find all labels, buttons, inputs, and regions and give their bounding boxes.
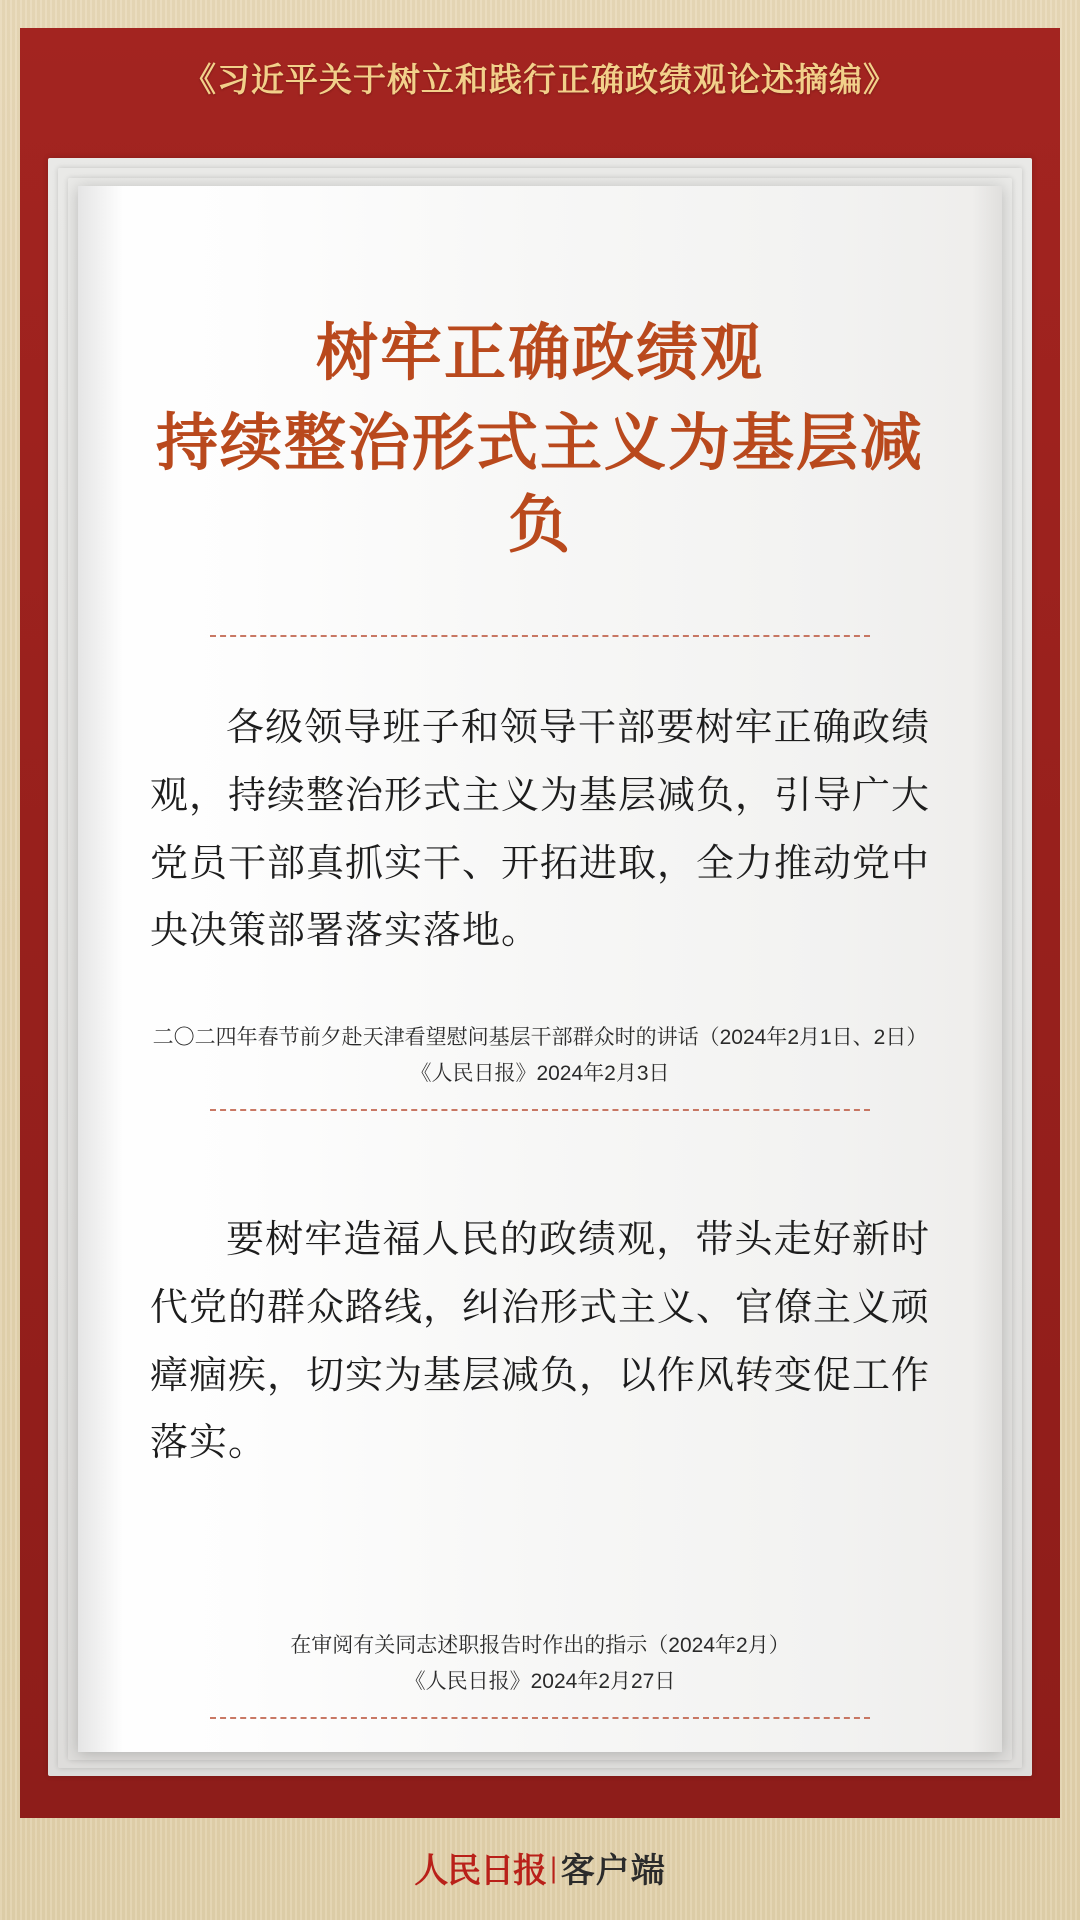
divider-bottom bbox=[210, 1717, 870, 1719]
app-logo-separator: | bbox=[550, 1850, 557, 1884]
quote-source-1-line-1: 二〇二四年春节前夕赴天津看望慰问基层干部群众时的讲话（2024年2月1日、2日） bbox=[152, 1025, 928, 1049]
quote-source-2-line-1: 在审阅有关同志述职报告时作出的指示（2024年2月） bbox=[290, 1633, 790, 1657]
quote-source-1 bbox=[136, 1020, 944, 1091]
quote-source-2 bbox=[136, 1628, 944, 1699]
app-logo-brand: 人民日报 bbox=[414, 1853, 547, 1890]
divider-middle bbox=[210, 1109, 870, 1111]
content-page bbox=[78, 186, 1002, 1752]
quote-text-1: 各级领导班子和领导干部要树牢正确政绩观，持续整治形式主义为基层减负，引导广大党员干部真抓实干、开拓进取，全力推动党中央决策部署落实落地。 bbox=[150, 707, 931, 953]
red-frame bbox=[20, 28, 1060, 1818]
divider-top bbox=[210, 635, 870, 637]
book-page-stack bbox=[38, 136, 1042, 1798]
quote-source-2-line-2: 《人民日报》2024年2月27日 bbox=[404, 1669, 676, 1693]
page-content bbox=[78, 314, 1002, 1719]
headline bbox=[136, 314, 944, 567]
app-logo bbox=[414, 1843, 666, 1892]
footer bbox=[0, 1843, 1080, 1892]
page-title: 《习近平关于树立和践行正确政绩观论述摘编》 bbox=[183, 62, 897, 99]
headline-line-1: 树牢正确政绩观 bbox=[315, 320, 764, 388]
app-logo-client: 客户端 bbox=[560, 1853, 666, 1890]
headline-line-2: 持续整治形式主义为基层减负 bbox=[155, 409, 924, 560]
quote-text-2: 要树牢造福人民的政绩观，带头走好新时代党的群众路线，纠治形式主义、官僚主义顽瘴痼疾，切实为基层减负，以作风转变促工作落实。 bbox=[150, 1219, 931, 1465]
quote-source-1-line-2: 《人民日报》2024年2月3日 bbox=[410, 1061, 670, 1085]
